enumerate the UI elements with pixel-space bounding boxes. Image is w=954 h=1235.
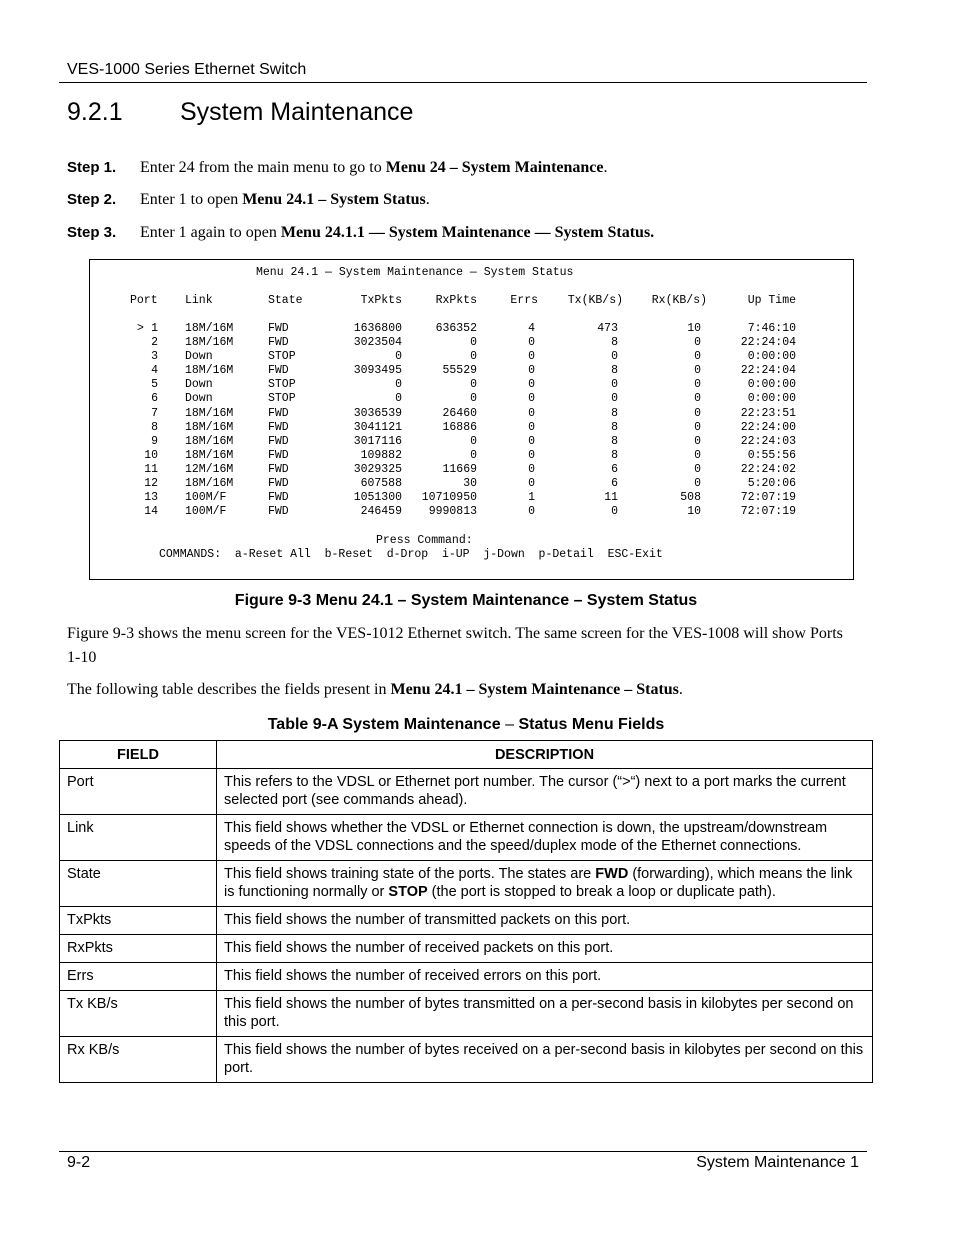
txpkts-value: 607588 (360, 477, 402, 491)
txpkts-value: 3093495 (353, 364, 402, 378)
chapter-title: System Maintenance 1 (696, 1154, 859, 1171)
tx-value: 0 (611, 392, 618, 406)
state-value: FWD (268, 420, 289, 434)
paragraph-figure-description: Figure 9-3 shows the menu screen for the VES-1012 Ethernet switch. The same screen for the VES-1008 will show Ports 1-10 (67, 625, 843, 666)
field-name-cell: Port (60, 769, 217, 815)
port-number: 2 (151, 336, 158, 350)
section-title: System Maintenance (180, 98, 414, 126)
rx-value: 0 (694, 336, 701, 350)
field-name-cell: RxPkts (60, 935, 217, 963)
col-header-txpkts: TxPkts (360, 294, 402, 307)
rx-value: 0 (694, 420, 701, 434)
col-header-rx: Rx(KB/s) (651, 294, 707, 307)
running-header: VES-1000 Series Ethernet Switch (67, 61, 307, 78)
port-number: 12 (144, 477, 158, 491)
uptime-value: 22:24:04 (740, 336, 796, 350)
txpkts-value: 246459 (360, 505, 402, 519)
rxpkts-value: 55529 (442, 364, 477, 378)
header-field: FIELD (60, 741, 217, 769)
txpkts-value: 1636800 (353, 322, 402, 335)
field-name-cell: Tx KB/s (60, 991, 217, 1037)
link-value: Down (185, 350, 213, 364)
port-number: 8 (151, 420, 158, 434)
port-number: 7 (151, 406, 158, 420)
col-header-state: State (268, 294, 303, 307)
errs-value: 4 (528, 322, 535, 335)
col-header-rxpkts: RxPkts (435, 294, 477, 307)
rxpkts-value: 0 (470, 336, 477, 350)
uptime-value: 72:07:19 (740, 491, 796, 505)
table-row (60, 769, 873, 815)
step-label: Step 1. (67, 159, 117, 176)
col-header-port: Port (130, 294, 158, 307)
rxpkts-value: 0 (470, 434, 477, 448)
link-value: Down (185, 378, 213, 392)
screen-rows (90, 322, 853, 519)
tx-value: 8 (611, 406, 618, 420)
tx-value: 11 (604, 491, 618, 505)
txpkts-value: 3029325 (353, 462, 402, 476)
rx-value: 0 (694, 364, 701, 378)
state-value: FWD (268, 336, 289, 350)
screen-title: Menu 24.1 — System Maintenance — System Status (256, 266, 574, 279)
col-header-link: Link (185, 294, 213, 307)
rx-value: 508 (680, 491, 701, 505)
uptime-value: 0:00:00 (747, 392, 796, 406)
fields-table (59, 740, 873, 1083)
rx-value: 0 (694, 477, 701, 491)
field-name-cell: Link (60, 815, 217, 861)
field-description-cell: This field shows the number of received packets on this port. (217, 935, 873, 963)
header-description: DESCRIPTION (217, 741, 873, 769)
uptime-value: 22:24:02 (740, 462, 796, 476)
state-value: STOP (268, 378, 296, 392)
screen-port-row (90, 435, 853, 449)
table-row (60, 935, 873, 963)
commands-line: COMMANDS: a-Reset All b-Reset d-Drop i-UP j-Down p-Detail ESC-Exit (159, 548, 663, 561)
errs-value: 0 (528, 420, 535, 434)
cursor-marker: > (137, 322, 144, 335)
state-value: FWD (268, 462, 289, 476)
field-description-cell: This field shows training state of the ports. The states are FWD (forwarding), which means the link is functioning normally or STOP (the port is stopped to break a loop or duplicate path). (217, 861, 873, 907)
txpkts-value: 0 (395, 378, 402, 392)
txpkts-value: 109882 (360, 448, 402, 462)
field-description-cell: This field shows the number of bytes transmitted on a per-second basis in kilobytes per second on this port. (217, 991, 873, 1037)
col-header-errs: Errs (510, 294, 538, 307)
link-value: 18M/16M (185, 477, 234, 491)
screen-port-row (90, 378, 853, 392)
field-name-cell: State (60, 861, 217, 907)
table-row (60, 991, 873, 1037)
tx-value: 0 (611, 350, 618, 364)
figure-caption: Figure 9-3 Menu 24.1 – System Maintenance – System Status (234, 592, 698, 609)
rxpkts-value: 11669 (442, 462, 477, 476)
step-text: Enter 1 again to open Menu 24.1.1 — System Maintenance — System Status. (140, 224, 655, 241)
field-description-cell: This field shows the number of transmitted packets on this port. (217, 907, 873, 935)
errs-value: 0 (528, 477, 535, 491)
table-row (60, 907, 873, 935)
rxpkts-value: 30 (463, 477, 477, 491)
rxpkts-value: 26460 (442, 406, 477, 420)
errs-value: 0 (528, 392, 535, 406)
link-value: Down (185, 392, 213, 406)
errs-value: 1 (528, 491, 535, 505)
page-number: 9-2 (67, 1154, 91, 1171)
port-number: 13 (144, 491, 158, 505)
state-value: STOP (268, 350, 296, 364)
rx-value: 0 (694, 448, 701, 462)
txpkts-value: 0 (395, 350, 402, 364)
port-number: 1 (151, 322, 158, 335)
table-header-row (60, 741, 873, 769)
rx-value: 0 (694, 392, 701, 406)
errs-value: 0 (528, 462, 535, 476)
field-description-cell: This field shows the number of bytes received on a per-second basis in kilobytes per second on this port. (217, 1037, 873, 1083)
port-number: 9 (151, 434, 158, 448)
state-value: FWD (268, 477, 289, 491)
tx-value: 8 (611, 336, 618, 350)
state-value: FWD (268, 406, 289, 420)
rxpkts-value: 636352 (435, 322, 477, 335)
tx-value: 0 (611, 378, 618, 392)
rxpkts-value: 10710950 (421, 491, 477, 505)
tx-value: 473 (597, 322, 618, 335)
uptime-value: 72:07:19 (740, 505, 796, 519)
step-label: Step 3. (67, 224, 117, 241)
state-value: STOP (268, 392, 296, 406)
link-value: 100M/F (185, 491, 227, 505)
step-1 (67, 159, 608, 177)
errs-value: 0 (528, 434, 535, 448)
rx-value: 0 (694, 434, 701, 448)
link-value: 18M/16M (185, 434, 234, 448)
port-number: 4 (151, 364, 158, 378)
uptime-value: 0:55:56 (747, 448, 796, 462)
rxpkts-value: 9990813 (428, 505, 477, 519)
step-label: Step 2. (67, 191, 117, 208)
paragraph-table-intro: The following table describes the fields present in Menu 24.1 – System Maintenance – Status. (67, 681, 683, 698)
tx-value: 6 (611, 462, 618, 476)
table-row (60, 815, 873, 861)
field-description-cell: This refers to the VDSL or Ethernet port number. The cursor (“>“) next to a port marks the current selected port (see commands ahead). (217, 769, 873, 815)
tx-value: 0 (611, 505, 618, 519)
uptime-value: 22:24:03 (740, 434, 796, 448)
uptime-value: 22:24:00 (740, 420, 796, 434)
section-heading (67, 98, 413, 127)
rx-value: 0 (694, 462, 701, 476)
uptime-value: 5:20:06 (747, 477, 796, 491)
tx-value: 8 (611, 448, 618, 462)
col-header-tx: Tx(KB/s) (567, 294, 623, 307)
link-value: 18M/16M (185, 322, 234, 335)
link-value: 18M/16M (185, 420, 234, 434)
uptime-value: 0:00:00 (747, 350, 796, 364)
step-3 (67, 224, 654, 242)
uptime-value: 7:46:10 (747, 322, 796, 335)
uptime-value: 22:23:51 (740, 406, 796, 420)
footer-divider (59, 1151, 867, 1152)
errs-value: 0 (528, 364, 535, 378)
screen-port-row (90, 491, 853, 505)
table-caption: Table 9-A System Maintenance – Status Menu Fields (267, 716, 665, 733)
terminal-screen (89, 259, 854, 580)
txpkts-value: 3036539 (353, 406, 402, 420)
uptime-value: 22:24:04 (740, 364, 796, 378)
tx-value: 6 (611, 477, 618, 491)
errs-value: 0 (528, 448, 535, 462)
rxpkts-value: 0 (470, 378, 477, 392)
txpkts-value: 0 (395, 392, 402, 406)
table-row (60, 1037, 873, 1083)
rx-value: 0 (694, 350, 701, 364)
screen-port-row (90, 505, 853, 519)
errs-value: 0 (528, 336, 535, 350)
table-row (60, 861, 873, 907)
field-name-cell: Rx KB/s (60, 1037, 217, 1083)
screen-port-row (90, 392, 853, 406)
port-number: 10 (144, 448, 158, 462)
step-text: Enter 24 from the main menu to go to Menu 24 – System Maintenance. (140, 159, 608, 176)
screen-port-row (90, 449, 853, 463)
screen-port-row (90, 336, 853, 350)
rxpkts-value: 0 (470, 392, 477, 406)
port-number: 3 (151, 350, 158, 364)
press-command-prompt: Press Command: (376, 534, 473, 547)
txpkts-value: 3041121 (353, 420, 402, 434)
errs-value: 0 (528, 406, 535, 420)
rx-value: 0 (694, 378, 701, 392)
screen-port-row (90, 350, 853, 364)
txpkts-value: 1051300 (353, 491, 402, 505)
field-name-cell: Errs (60, 963, 217, 991)
uptime-value: 0:00:00 (747, 378, 796, 392)
field-description-cell: This field shows the number of received errors on this port. (217, 963, 873, 991)
rxpkts-value: 0 (470, 448, 477, 462)
state-value: FWD (268, 322, 289, 335)
table-row (60, 963, 873, 991)
port-number: 6 (151, 392, 158, 406)
screen-port-row (90, 421, 853, 435)
tx-value: 8 (611, 364, 618, 378)
tx-value: 8 (611, 434, 618, 448)
step-text: Enter 1 to open Menu 24.1 – System Status. (140, 191, 430, 208)
state-value: FWD (268, 491, 289, 505)
port-number: 5 (151, 378, 158, 392)
screen-port-row (90, 407, 853, 421)
screen-port-row (90, 364, 853, 378)
rxpkts-value: 16886 (442, 420, 477, 434)
field-description-cell: This field shows whether the VDSL or Ethernet connection is down, the upstream/downstream speeds of the VDSL connections and the speed/duplex mode of the Ethernet connections. (217, 815, 873, 861)
errs-value: 0 (528, 505, 535, 519)
header-divider (59, 82, 867, 83)
port-number: 14 (144, 505, 158, 519)
tx-value: 8 (611, 420, 618, 434)
rx-value: 0 (694, 406, 701, 420)
col-header-uptime: Up Time (747, 294, 796, 307)
link-value: 12M/16M (185, 462, 234, 476)
txpkts-value: 3017116 (353, 434, 402, 448)
rxpkts-value: 0 (470, 350, 477, 364)
link-value: 18M/16M (185, 364, 234, 378)
state-value: FWD (268, 434, 289, 448)
link-value: 100M/F (185, 505, 227, 519)
screen-port-row (90, 477, 853, 491)
rx-value: 10 (687, 322, 701, 335)
errs-value: 0 (528, 350, 535, 364)
state-value: FWD (268, 364, 289, 378)
state-value: FWD (268, 505, 289, 519)
state-value: FWD (268, 448, 289, 462)
txpkts-value: 3023504 (353, 336, 402, 350)
field-name-cell: TxPkts (60, 907, 217, 935)
screen-port-row (90, 463, 853, 477)
errs-value: 0 (528, 378, 535, 392)
screen-port-row (90, 322, 853, 336)
screen-column-headers (90, 294, 853, 308)
rx-value: 10 (687, 505, 701, 519)
link-value: 18M/16M (185, 406, 234, 420)
section-number: 9.2.1 (67, 98, 123, 126)
link-value: 18M/16M (185, 448, 234, 462)
port-number: 11 (144, 462, 158, 476)
link-value: 18M/16M (185, 336, 234, 350)
step-2 (67, 191, 430, 209)
